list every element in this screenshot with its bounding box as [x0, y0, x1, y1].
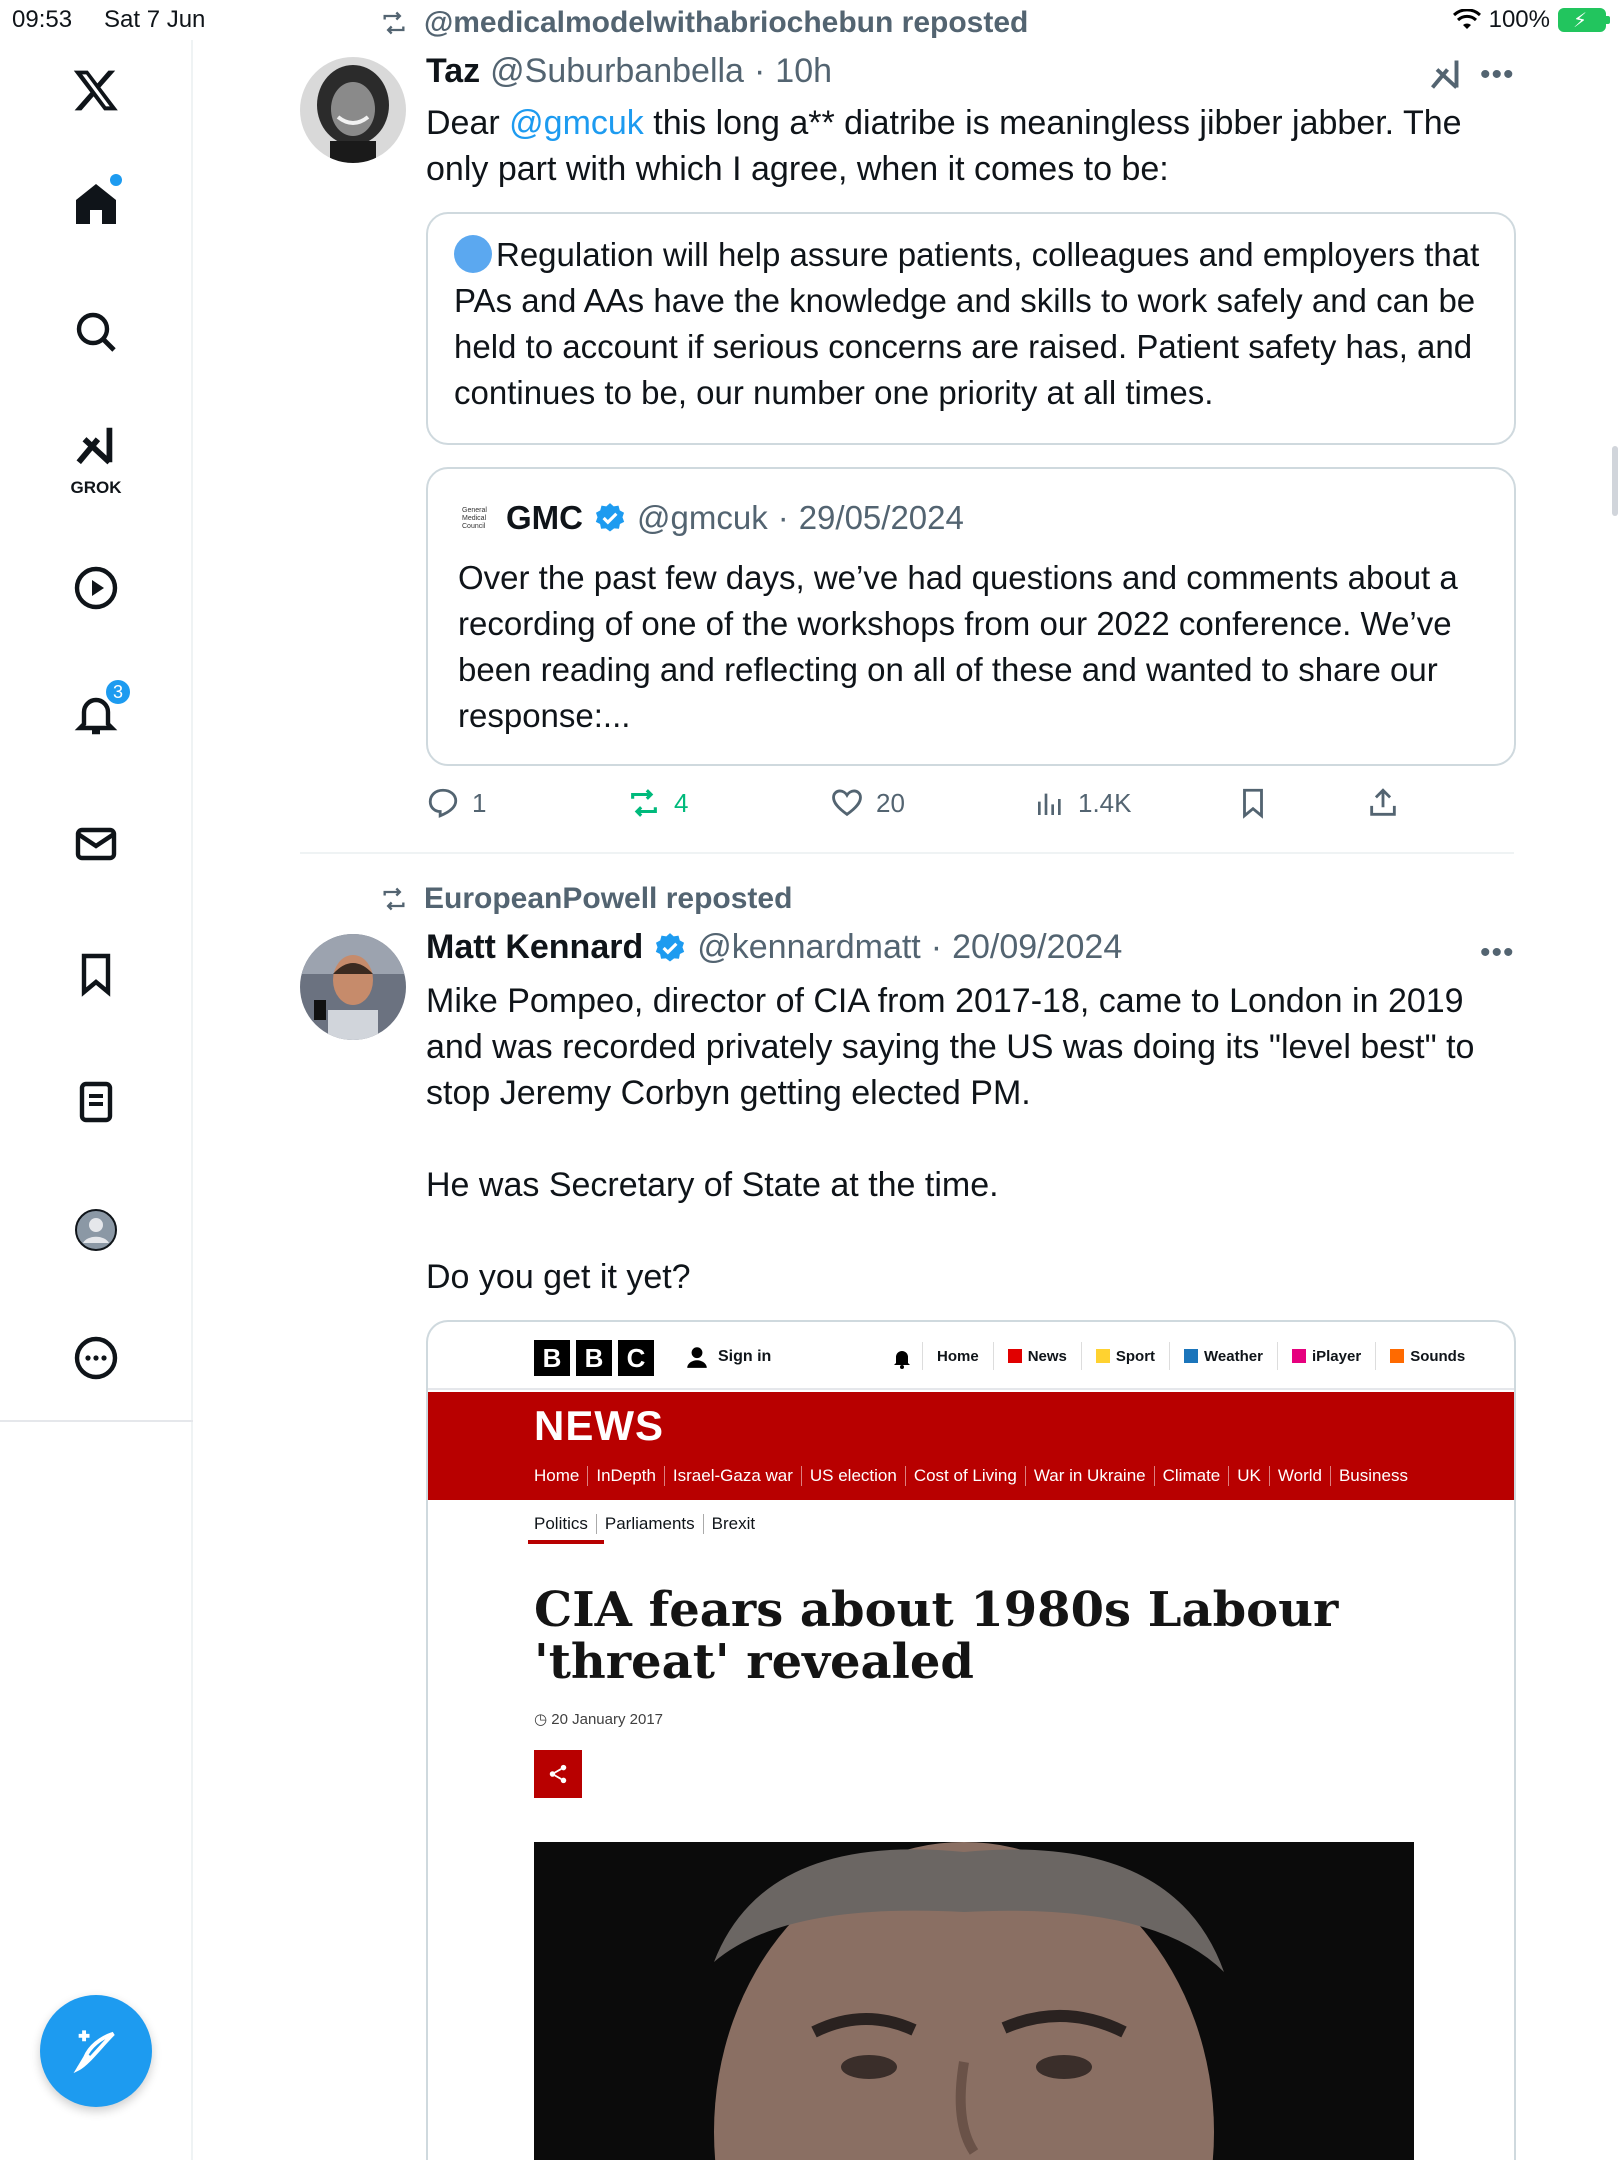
bbc-menu-item: Climate: [1154, 1466, 1229, 1486]
reply-button[interactable]: [426, 786, 486, 820]
bbc-submenu-item: Brexit: [703, 1514, 763, 1534]
bbc-nav-item: [1375, 1342, 1479, 1370]
tweet2-more-icon[interactable]: •••: [1480, 936, 1515, 969]
bbc-share-icon: [534, 1750, 582, 1798]
tweet2-text: [426, 978, 1486, 1300]
bbc-menu-item: US election: [801, 1466, 905, 1486]
sounds-square-icon: [1390, 1349, 1404, 1363]
repost-action-icon: [626, 786, 662, 820]
tweet2-header: [426, 928, 1122, 967]
bbc-menu-item: UK: [1228, 1466, 1269, 1486]
notifications-icon[interactable]: [56, 674, 136, 754]
bbc-signin-label: Sign in: [718, 1348, 772, 1365]
bbc-nav-label: Home: [937, 1347, 979, 1365]
grok-explain-icon[interactable]: [1428, 56, 1464, 92]
messages-icon[interactable]: [56, 804, 136, 884]
compose-feather-icon: [70, 2025, 122, 2077]
like-count: 20: [876, 787, 905, 818]
tweet2-handle[interactable]: @kennardmatt: [697, 928, 921, 966]
like-button[interactable]: [830, 786, 905, 820]
tweet2-date[interactable]: 20/09/2024: [952, 928, 1123, 966]
x-logo-icon[interactable]: [56, 50, 136, 130]
status-time: 09:53: [12, 6, 73, 33]
embedded-header: [506, 499, 964, 537]
bbc-nav-item: [1081, 1342, 1169, 1370]
tweet1-header: [426, 52, 832, 91]
repost-icon: [378, 9, 410, 37]
bbc-menu-item: Cost of Living: [905, 1466, 1025, 1486]
tweet2-repost-indicator[interactable]: [378, 882, 792, 916]
bbc-menu-item: War in Ukraine: [1025, 1466, 1154, 1486]
tweet1-time[interactable]: 10h: [775, 52, 833, 90]
quote-text-wrapper: [454, 232, 1494, 416]
reply-count: 1: [472, 787, 487, 818]
user-icon: [684, 1344, 710, 1370]
bbc-signin: [684, 1344, 771, 1370]
embedded-text: Over the past few days, we’ve had questions and comments about a recording of one of the workshops from our 2022 conference. We’ve been reading and reflecting on all of these and wanted to share our response:...: [458, 559, 1458, 734]
bbc-menu: [534, 1466, 1416, 1486]
bbc-menu-item: InDepth: [587, 1466, 664, 1486]
bbc-news-label: NEWS: [534, 1402, 664, 1449]
bbc-logo-letter: B: [576, 1340, 612, 1376]
profile-icon[interactable]: [56, 1190, 136, 1270]
tweet2-paragraph: Mike Pompeo, director of CIA from 2017-18, came to London in 2019 and was recorded privately saying the US was doing its "level best" to stop Jeremy Corbyn getting elected PM.: [426, 982, 1475, 1112]
bbc-photo: [534, 1842, 1414, 2160]
tweet2-reposted-by: EuropeanPowell reposted: [424, 882, 793, 915]
views-button[interactable]: [1034, 786, 1132, 820]
views-icon: [1034, 786, 1066, 820]
tweet2-author-name[interactable]: Matt Kennard: [426, 928, 644, 966]
bookmarks-icon[interactable]: [56, 934, 136, 1014]
share-icon: [1366, 786, 1400, 820]
bbc-topbar: [428, 1322, 1516, 1390]
clock-icon: ◷: [534, 1711, 552, 1728]
grok-label: GROK: [70, 478, 122, 497]
bbc-menu-item: Home: [534, 1466, 580, 1485]
bell-icon: [890, 1346, 914, 1370]
news-square-icon: [1008, 1349, 1022, 1363]
tweet1-quote-text: Regulation will help assure patients, colleagues and employers that PAs and AAs have the knowledge and skills to work safely and can be held to account if serious concerns are raised. Patient safety has, and continues to be, our number one priority at all times.: [454, 236, 1480, 411]
repost-button[interactable]: [626, 786, 688, 820]
bbc-menu-item: Business: [1330, 1466, 1416, 1486]
status-right: [1453, 6, 1606, 34]
bbc-nav-label: iPlayer: [1311, 1347, 1362, 1365]
bbc-submenu-underline: [528, 1540, 604, 1544]
home-icon[interactable]: [56, 164, 136, 244]
bbc-menu-item: World: [1269, 1466, 1330, 1486]
tweet2-avatar[interactable]: [300, 934, 406, 1040]
bbc-date: [534, 1710, 663, 1728]
grok-nav[interactable]: [56, 416, 136, 496]
battery-percent: 100%: [1488, 6, 1550, 33]
tweet1-embedded-tweet[interactable]: [426, 467, 1516, 766]
tweet1-avatar[interactable]: [300, 57, 406, 163]
bbc-submenu-item: Politics: [534, 1514, 588, 1533]
tweet2-paragraph: He was Secretary of State at the time.: [426, 1166, 999, 1204]
bookmark-icon: [1236, 786, 1270, 820]
verified-badge-icon: [653, 931, 687, 965]
tweet1-reposted-by: @medicalmodelwithabriochebun reposted: [424, 6, 1029, 39]
blue-circle-icon: [454, 235, 492, 273]
tweet1-text-rest: this long a** diatribe is meaningless jibber jabber. The only part with which I agree, when it comes to be:: [426, 104, 1462, 188]
tweet1-author-name[interactable]: Taz: [426, 52, 481, 90]
bbc-submenu: [534, 1514, 763, 1534]
sport-square-icon: [1096, 1349, 1110, 1363]
tweet2-image[interactable]: [426, 1320, 1516, 2160]
bbc-nav-item: [922, 1342, 993, 1370]
tweet2-separator: ·: [930, 928, 943, 966]
sidebar: [0, 40, 193, 1420]
search-icon[interactable]: [56, 292, 136, 372]
weather-square-icon: [1184, 1349, 1198, 1363]
bbc-logo: [534, 1340, 654, 1376]
repost-icon: [378, 885, 410, 913]
repost-count: 4: [674, 787, 689, 818]
bbc-nav-label: Sounds: [1410, 1347, 1466, 1365]
bbc-nav-label: News: [1027, 1347, 1067, 1365]
reply-icon: [426, 786, 460, 820]
share-button[interactable]: [1366, 786, 1400, 820]
views-count: 1.4K: [1078, 787, 1132, 818]
bbc-nav-item: [993, 1342, 1081, 1370]
scrollbar[interactable]: [1612, 446, 1618, 516]
tweet2-paragraph: Do you get it yet?: [426, 1258, 691, 1296]
iplayer-square-icon: [1292, 1349, 1306, 1363]
battery-icon: ⚡: [1558, 8, 1606, 32]
grok-icon: [73, 422, 119, 468]
bbc-menu-item: Israel-Gaza war: [664, 1466, 801, 1486]
compose-button[interactable]: [40, 1995, 152, 2107]
bbc-nav-item: [1169, 1342, 1277, 1370]
bbc-nav: [922, 1342, 1479, 1370]
tweet1-text: [426, 100, 1486, 192]
bbc-logo-letter: C: [618, 1340, 654, 1376]
embedded-date: 29/05/2024: [798, 499, 964, 536]
status-date: Sat 7 Jun: [104, 6, 206, 33]
lists-icon[interactable]: [56, 1062, 136, 1142]
bbc-nav-label: Sport: [1115, 1347, 1156, 1365]
embedded-separator: ·: [777, 499, 789, 536]
bbc-nav-item: [1277, 1342, 1375, 1370]
verified-badge-icon: [593, 501, 627, 535]
tweet1-separator: ·: [753, 52, 766, 90]
bbc-date-label: 20 January 2017: [551, 1711, 664, 1728]
tweet1-handle[interactable]: @Suburbanbella: [490, 52, 744, 90]
tweet1-more-icon[interactable]: •••: [1480, 58, 1515, 91]
tweet1-text-prefix: Dear: [426, 104, 510, 142]
tweet1-quote-block: [426, 212, 1516, 445]
bbc-news-bar: [428, 1392, 1516, 1500]
embedded-author-name: GMC: [506, 499, 583, 536]
wifi-icon: [1453, 9, 1481, 31]
heart-icon: [830, 786, 864, 820]
bbc-nav-label: Weather: [1204, 1347, 1263, 1365]
notification-badge: 3: [104, 678, 132, 706]
bookmark-button[interactable]: [1236, 786, 1270, 820]
bbc-logo-letter: B: [534, 1340, 570, 1376]
tweet-divider: [300, 852, 1514, 854]
bbc-headline: CIA fears about 1980s Labour 'threat' revealed: [534, 1582, 1339, 1690]
gmc-logo: General Medical Council: [462, 507, 487, 530]
video-icon[interactable]: [56, 548, 136, 628]
tweet1-repost-indicator[interactable]: [378, 6, 1028, 40]
embedded-handle: @gmcuk: [637, 499, 768, 536]
bbc-submenu-item: Parliaments: [596, 1514, 703, 1534]
tweet1-mention-link[interactable]: @gmcuk: [509, 104, 644, 142]
more-options-icon[interactable]: [56, 1318, 136, 1398]
home-unread-dot: [110, 174, 122, 186]
